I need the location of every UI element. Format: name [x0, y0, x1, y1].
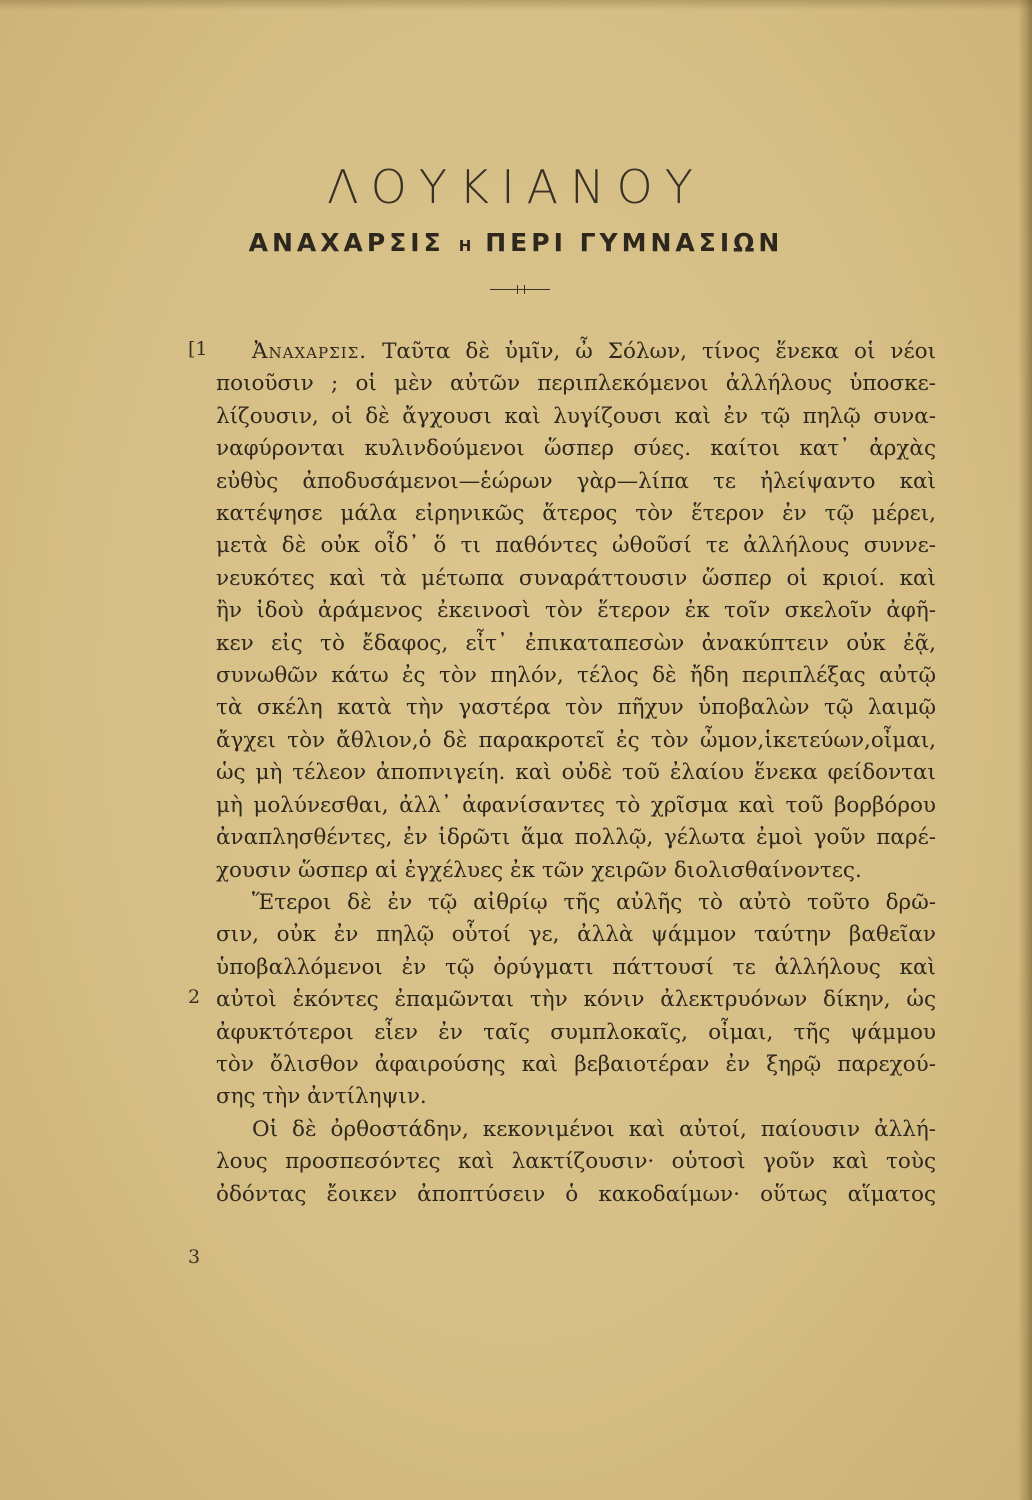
text-line: σιν, οὐκ ἐν πηλῷ οὗτοί γε, ἀλλὰ ψάμμον ταύτην βαθεῖαν: [216, 922, 936, 948]
text-line: μετὰ δὲ οὐκ οἶδ᾿ ὅ τι παθόντες ὠθοῦσί τε ἀλλήλους συννε-: [216, 533, 936, 559]
text-line: συνωθῶν κάτω ἐς τὸν πηλόν, τέλος δὲ ἤδη περιπλέξας αὐτῷ: [216, 663, 936, 689]
text-line: ἢν ἰδοὺ ἀράμενος ἐκεινοσὶ τὸν ἕτερον ἐκ τοῖν σκελοῖν ἀφῆ-: [216, 598, 936, 624]
text-line: ἀναπλησθέντες, ἐν ἱδρῶτι ἅμα πολλῷ, γέλωτα ἐμοὶ γοῦν παρέ-: [216, 825, 936, 851]
text-line: εὐθὺς ἀποδυσάμενοι—ἑώρων γὰρ—λίπα τε ἠλείψαντο καὶ: [216, 468, 936, 494]
page-edge-right: [1018, 0, 1032, 1500]
page-subtitle: [0, 228, 1032, 257]
text-line: κεν εἰς τὸ ἔδαφος, εἶτ᾿ ἐπικαταπεσὼν ἀνακύπτειν οὐκ ἐᾷ,: [216, 630, 936, 656]
text-line: ὑποβαλλόμενοι ἐν τῷ ὀρύγματι πάττουσί τε ἀλλήλους καὶ: [216, 954, 936, 980]
text-line: ὡς μὴ τέλεον ἀποπνιγείη. καὶ οὐδὲ τοῦ ἐλαίου ἕνεκα φείδονται: [216, 760, 936, 786]
page-title: ΛΟΥΚΙΑΝΟΥ: [327, 160, 705, 214]
text-line: χουσιν ὥσπερ αἱ ἐγχέλυες ἐκ τῶν χειρῶν διολισθαίνοντες.: [216, 857, 862, 883]
ornament-mark: [517, 285, 525, 294]
text-line: Ἀναχαρσις. Ταῦτα δὲ ὑμῖν, ὦ Σόλων, τίνος ἕνεκα οἱ νέοι: [252, 339, 936, 364]
page-edge-top: [0, 0, 1032, 10]
speaker-name: Ἀναχαρσις.: [252, 339, 368, 364]
text-line: κατέψησε μάλα εἰρηνικῶς ἅτερος τὸν ἕτερον ἐν τῷ μέρει,: [216, 501, 936, 527]
text-line: ναφύρονται κυλινδούμενοι ὥσπερ σύες. καίτοι κατ᾿ ἀρχὰς: [216, 436, 936, 462]
text-line: Ἕτεροι δὲ ἐν τῷ αἰθρίῳ τῆς αὐλῆς τὸ αὐτὸ τοῦτο δρῶ-: [252, 889, 936, 915]
text-line: ἄγχει τὸν ἄθλιον,ὁ δὲ παρακροτεῖ ἐς τὸν ὦμον,ἱκετεύων,οἶμαι,: [216, 727, 936, 753]
text-line: λίζουσιν, οἱ δὲ ἄγχουσι καὶ λυγίζουσι καὶ ἐν τῷ πηλῷ συνα-: [216, 403, 936, 429]
text-line: ἀφυκτότεροι εἶεν ἐν ταῖς συμπλοκαῖς, οἶμαι, τῆς ψάμμου: [216, 1019, 936, 1045]
subtitle-conjunction: Η: [458, 237, 472, 255]
text-line: ὀδόντας ἔοικεν ἀποπτύσειν ὁ κακοδαίμων· οὕτως αἵματος: [216, 1181, 936, 1207]
section-number-2: 2: [188, 986, 201, 1008]
subtitle-left: ΑΝΑΧΑΡΣΙΣ: [248, 228, 445, 257]
text-line: σης τὴν ἀντίληψιν.: [216, 1084, 427, 1110]
text-line: αὐτοὶ ἑκόντες ἐπαμῶνται τὴν κόνιν ἀλεκτρυόνων δίκην, ὡς: [216, 987, 936, 1013]
section-number-1: [1: [188, 338, 208, 360]
ornament-divider: [490, 285, 550, 295]
text-line: ποιοῦσιν ; οἱ μὲν αὐτῶν περιπλεκόμενοι ἀλλήλους ὑποσκε-: [216, 371, 936, 397]
section-number-3: 3: [188, 1246, 201, 1268]
text-line: νευκότες καὶ τὰ μέτωπα συναράττουσιν ὥσπερ οἱ κριοί. καὶ: [216, 565, 936, 591]
text-line: Οἱ δὲ ὀρθοστάδην, κεκονιμένοι καὶ αὐτοί, παίουσιν ἀλλή-: [252, 1116, 936, 1142]
main-text: [216, 336, 936, 1211]
text-line: τὰ σκέλη κατὰ τὴν γαστέρα τὸν πῆχυν ὑποβαλὼν τῷ λαιμῷ: [216, 695, 936, 721]
text-line: τὸν ὄλισθον ἀφαιρούσης καὶ βεβαιοτέραν ἐν ξηρῷ παρεχού-: [216, 1051, 936, 1077]
text-line: μὴ μολύνεσθαι, ἀλλ᾿ ἀφανίσαντες τὸ χρῖσμα καὶ τοῦ βορβόρου: [216, 792, 936, 818]
text-line: λους προσπεσόντες καὶ λακτίζουσιν· οὑτοσὶ γοῦν καὶ τοὺς: [216, 1149, 936, 1175]
subtitle-right: ΠΕΡΙ ΓΥΜΝΑΣΙΩΝ: [485, 228, 784, 257]
